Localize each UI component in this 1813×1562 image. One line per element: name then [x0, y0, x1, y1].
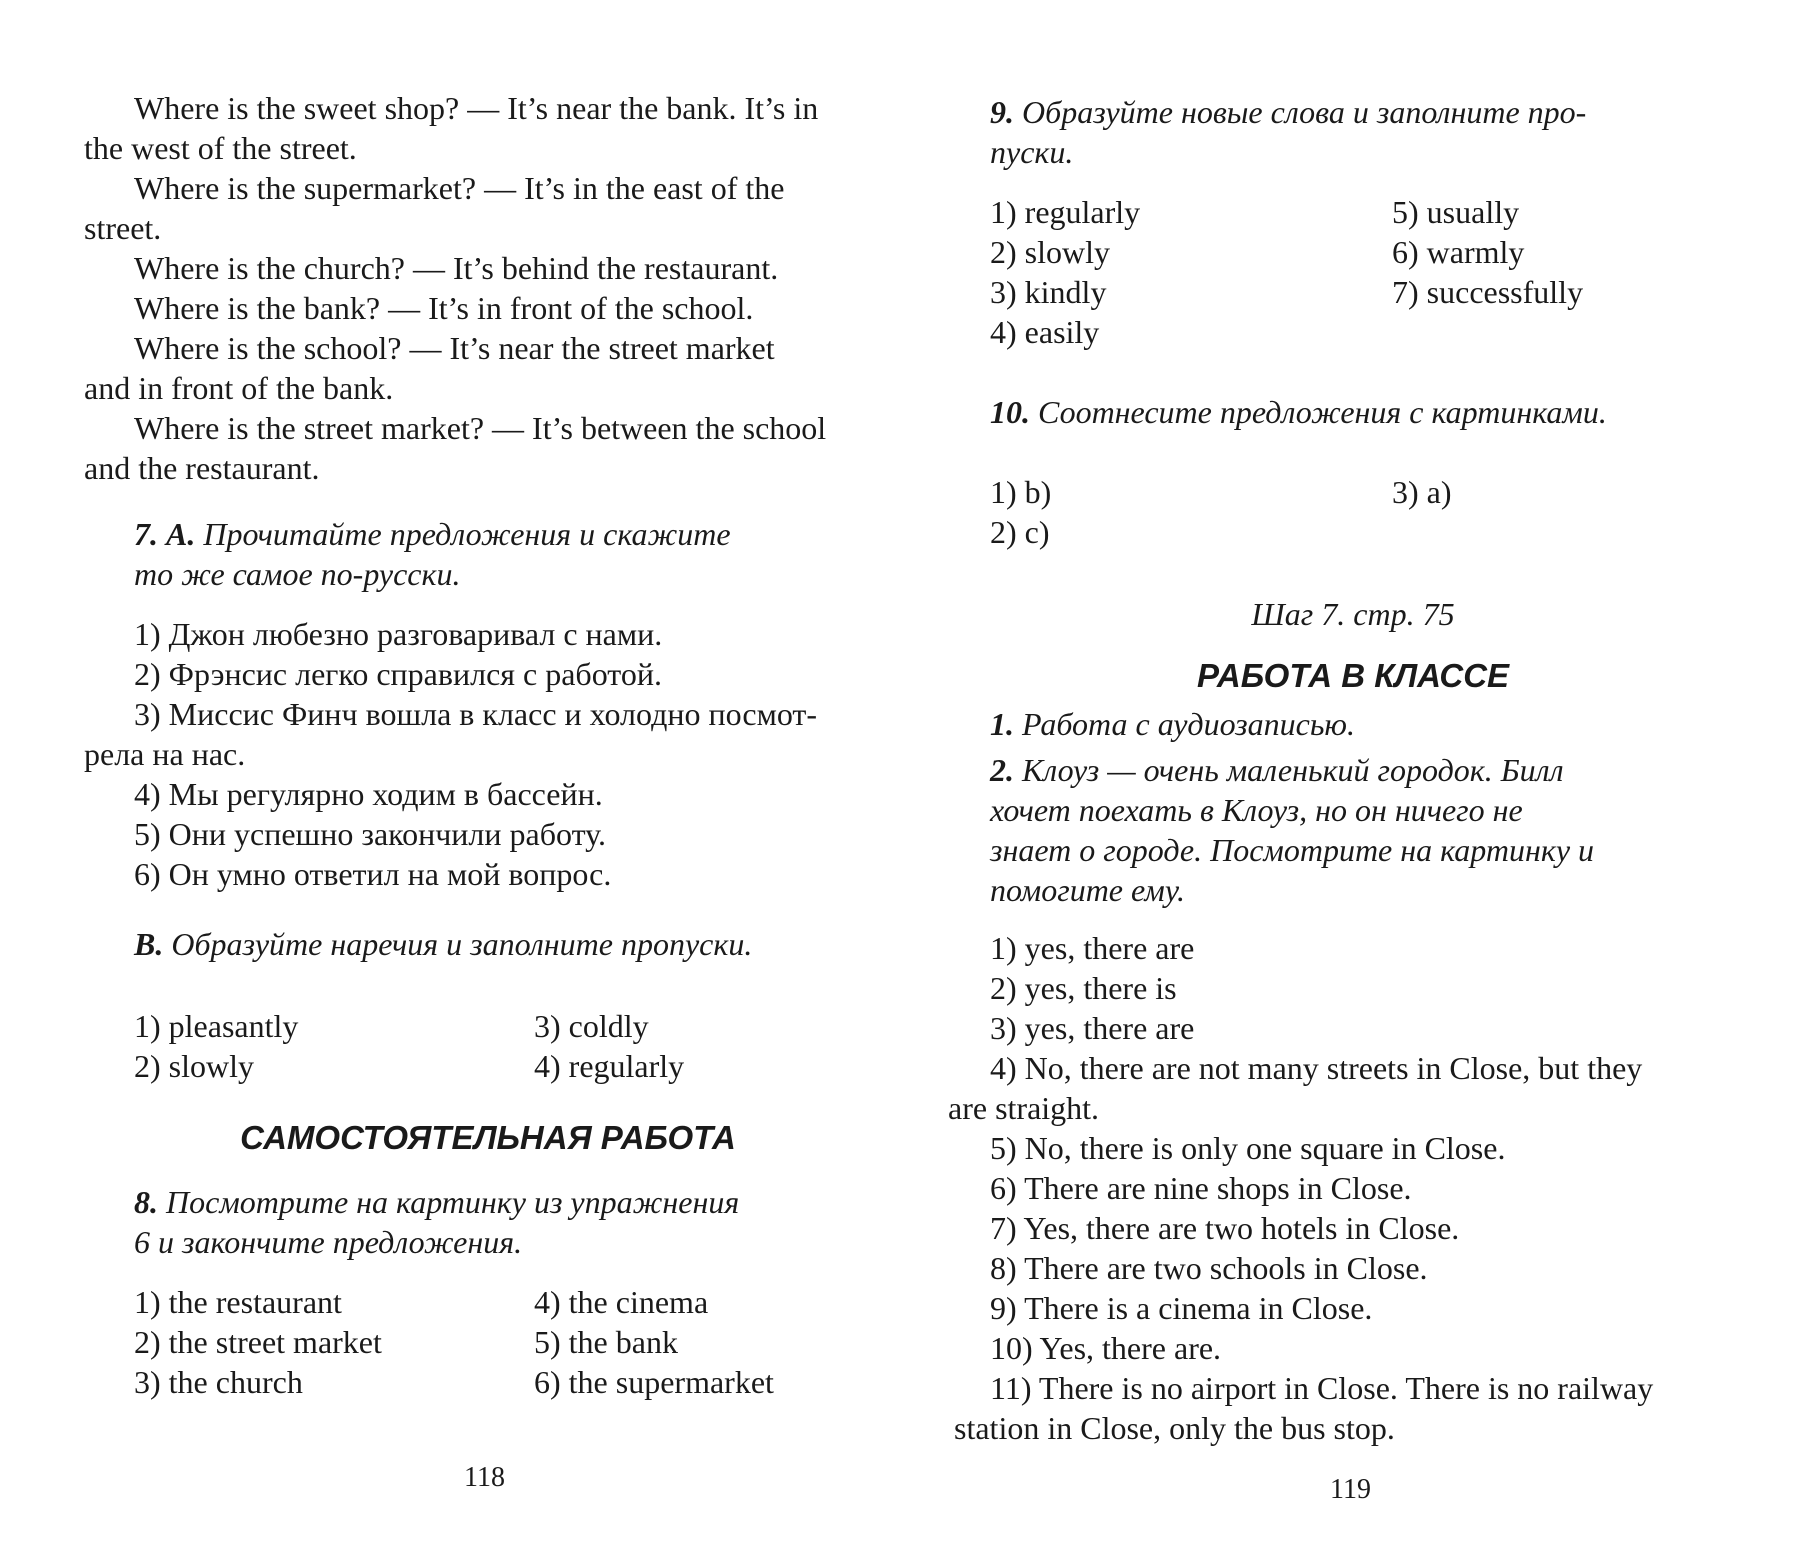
task-number: 7.: [134, 516, 158, 552]
list-item: 4) No, there are not many streets in Close, but they: [990, 1050, 1643, 1086]
task-number: 1.: [990, 706, 1014, 742]
list-item: 10) Yes, there are.: [990, 1330, 1222, 1366]
instruction-text: Работа с аудиозаписью.: [1022, 706, 1355, 742]
task-7-instruction: [134, 514, 894, 594]
task-1-instruction: [990, 704, 1760, 744]
answer-line-1: Where is the school? — It’s near the street market: [134, 330, 775, 366]
task-9-instruction: [990, 92, 1760, 172]
list-item: 3) kindly: [990, 274, 1107, 310]
list-item: рела на нас.: [84, 736, 246, 772]
list-item: 3) the church: [134, 1364, 303, 1400]
list-item: 2) slowly: [990, 234, 1110, 270]
answer-line-1: Where is the supermarket? — It’s in the east of the: [134, 170, 785, 206]
answer-paragraph: [84, 328, 892, 408]
list-item: 1) regularly: [990, 194, 1141, 230]
list-item: 5) the bank: [534, 1324, 678, 1360]
list-item: 2) c): [990, 514, 1050, 550]
list-item: 1) the restaurant: [134, 1284, 342, 1320]
instruction-line-2: то же самое по-русски.: [134, 556, 461, 592]
instruction-line-1: Образуйте новые слова и заполните про-: [1022, 94, 1587, 130]
list-item: 11) There is no airport in Close. There is no railway: [990, 1370, 1654, 1406]
instruction-line-2: пуски.: [990, 134, 1074, 170]
task-part: В.: [134, 926, 164, 962]
list-item: 4) the cinema: [534, 1284, 709, 1320]
list-item: 1) yes, there are: [990, 930, 1195, 966]
list-item: are straight.: [948, 1090, 1100, 1126]
answer-paragraph: [84, 168, 892, 248]
list-item: 6) Он умно ответил на мой вопрос.: [134, 856, 612, 892]
section-heading: САМОСТОЯТЕЛЬНАЯ РАБОТА: [240, 1119, 736, 1156]
list-item: 2) slowly: [134, 1048, 254, 1084]
instruction-text: Образуйте наречия и заполните пропуски.: [171, 926, 753, 962]
answer-line-1: Where is the bank? — It’s in front of the school.: [134, 290, 754, 326]
list-item: 2) Фрэнсис легко справился с работой.: [134, 656, 662, 692]
list-item: 9) There is a cinema in Close.: [990, 1290, 1373, 1326]
list-item: 1) Джон любезно разговаривал с нами.: [134, 616, 663, 652]
list-item: 1) pleasantly: [134, 1008, 299, 1044]
task-10-instruction: [990, 392, 1760, 432]
list-item: 4) Мы регулярно ходим в бассейн.: [134, 776, 603, 812]
list-item: 7) successfully: [1392, 274, 1584, 310]
list-item: 8) There are two schools in Close.: [990, 1250, 1428, 1286]
list-item: 4) regularly: [534, 1048, 685, 1084]
section-heading: РАБОТА В КЛАССЕ: [1196, 657, 1510, 694]
list-item: 6) There are nine shops in Close.: [990, 1170, 1412, 1206]
answer-line-1: Where is the street market? — It’s between the school: [134, 410, 827, 446]
answer-line-2: and in front of the bank.: [84, 370, 394, 406]
list-item: 5) usually: [1392, 194, 1520, 230]
instruction-line-3: знает о городе. Посмотрите на картинку и: [990, 832, 1595, 868]
task-7b-instruction: [134, 924, 894, 964]
answer-line-2: and the restaurant.: [84, 450, 320, 486]
task-number: 9.: [990, 94, 1014, 130]
instruction-line-2: хочет поехать в Клоуз, но он ничего не: [990, 792, 1523, 828]
task-number: 2.: [990, 752, 1014, 788]
task-part: А.: [166, 516, 196, 552]
instruction-line-1: Посмотрите на картинку из упражнения: [166, 1184, 740, 1220]
list-item: 4) easily: [990, 314, 1100, 350]
list-item: 5) Они успешно закончили работу.: [134, 816, 606, 852]
list-item: 3) a): [1392, 474, 1452, 510]
page-number: 118: [464, 1462, 505, 1493]
list-item: 7) Yes, there are two hotels in Close.: [990, 1210, 1460, 1246]
answer-paragraph: [134, 288, 892, 328]
task-8-instruction: [134, 1182, 894, 1262]
list-item: 3) coldly: [534, 1008, 649, 1044]
task-number: 10.: [990, 394, 1030, 430]
task-2-instruction: [990, 750, 1742, 910]
answer-paragraph: [84, 88, 892, 168]
task-number: 8.: [134, 1184, 158, 1220]
list-item: 3) Миссис Финч вошла в класс и холодно посмот-: [134, 696, 818, 732]
list-item: 2) yes, there is: [990, 970, 1177, 1006]
page-number: 119: [1330, 1474, 1371, 1505]
step-title: Шаг 7. стр. 75: [1251, 596, 1455, 632]
answer-paragraph: [134, 248, 892, 288]
instruction-text: Соотнесите предложения с картинками.: [1038, 394, 1607, 430]
answer-line-1: Where is the sweet shop? — It’s near the bank. It’s in: [134, 90, 819, 126]
answer-line-2: the west of the street.: [84, 130, 357, 166]
instruction-line-1: Прочитайте предложения и скажите: [203, 516, 731, 552]
answer-line-2: street.: [84, 210, 162, 246]
list-item: 6) the supermarket: [534, 1364, 774, 1400]
list-item: station in Close, only the bus stop.: [954, 1410, 1395, 1446]
list-item: 2) the street market: [134, 1324, 382, 1360]
answer-line-1: Where is the church? — It’s behind the restaurant.: [134, 250, 779, 286]
instruction-line-4: помогите ему.: [990, 872, 1186, 908]
list-item: 3) yes, there are: [990, 1010, 1195, 1046]
answer-paragraph: [84, 408, 892, 488]
list-item: 6) warmly: [1392, 234, 1525, 270]
instruction-line-2: 6 и закончите предложения.: [134, 1224, 523, 1260]
list-item: 5) No, there is only one square in Close.: [990, 1130, 1506, 1166]
list-item: 1) b): [990, 474, 1052, 510]
instruction-line-1: Клоуз — очень маленький городок. Билл: [1022, 752, 1564, 788]
